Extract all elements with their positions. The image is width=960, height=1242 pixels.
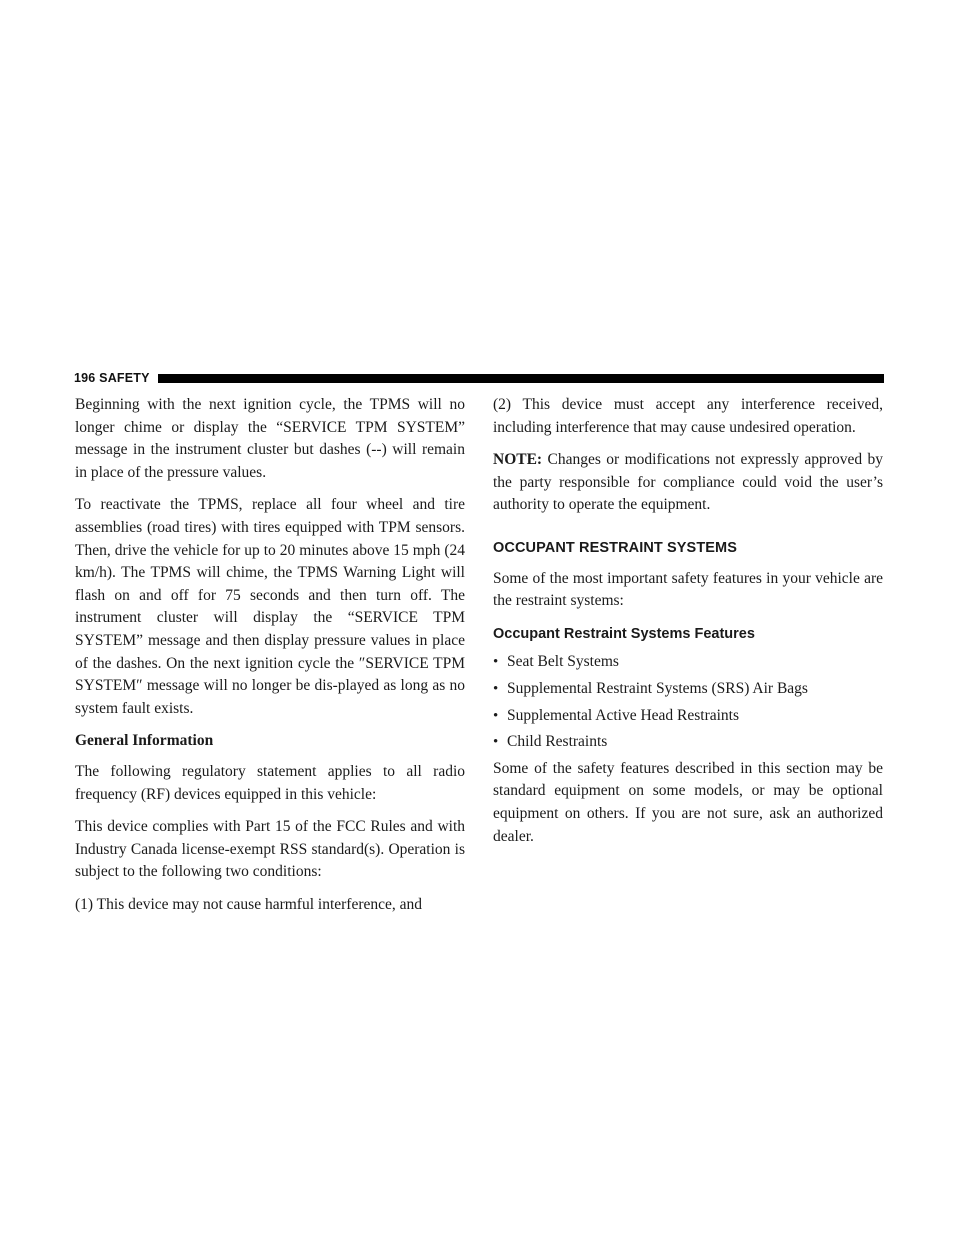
note-label: NOTE: (493, 451, 543, 469)
page-header (74, 370, 884, 386)
paragraph-fcc-compliance: This device complies with Part 15 of the FCC Rules and with Industry Canada license-exempt RSS standard(s). Operation is subject to the following two conditions: (75, 818, 465, 881)
paragraph-tpms-reactivate: To reactivate the TPMS, replace all four wheel and tire assemblies (road tires) with tires equipped with TPM sensors. Then, drive the vehicle for up to 20 minutes above 15 mph (24 km/h). The TPMS will chime, the TPMS Warning Light will flash on and off for 75 seconds and then turn off. The instrument cluster will display the “SERVICE TPM SYSTEM” message and then display pressure values in place of the dashes. On the next ignition cycle the ″SERVICE TPM SYSTEM″ message will no longer be dis-played as long as no system fault exists. (75, 496, 465, 717)
list-item (493, 705, 883, 728)
left-column (75, 394, 465, 926)
features-list (493, 651, 883, 753)
right-column (493, 394, 883, 858)
paragraph-tpms-disabled: Beginning with the next ignition cycle, the TPMS will no longer chime or display the “SERVICE TPM SYSTEM” message in the instrument cluster but dashes (--) will remain in place of the pressure values. (75, 396, 465, 481)
list-item-text: Supplemental Active Head Restraints (507, 706, 740, 724)
list-item-text: Child Restraints (507, 733, 608, 751)
heading-restraint-features: Occupant Restraint Systems Features (493, 625, 755, 642)
page-number: 196 (74, 371, 96, 385)
list-item (493, 678, 883, 701)
bullet-icon: • (493, 734, 499, 751)
list-item (493, 731, 883, 754)
paragraph-restraint-intro: Some of the most important safety features in your vehicle are the restraint systems: (493, 569, 883, 610)
paragraph-regulatory-statement: The following regulatory statement applies to all radio frequency (RF) devices equipped in this vehicle: (75, 762, 465, 803)
paragraph-condition-2: (2) This device must accept any interference received, including interference that may cause undesired operation. (493, 396, 883, 436)
bullet-icon: • (493, 654, 499, 671)
note-paragraph (493, 449, 883, 517)
header-rule (158, 374, 884, 383)
bullet-icon: • (493, 680, 499, 697)
bullet-icon: • (493, 707, 499, 724)
paragraph-condition-1: (1) This device may not cause harmful interference, and (75, 895, 423, 913)
paragraph-optional-equipment: Some of the safety features described in this section may be standard equipment on some models, or may be optional equipment on others. If you are not sure, ask an authorized dealer. (493, 759, 883, 845)
list-item-text: Seat Belt Systems (507, 653, 619, 671)
section-title: SAFETY (99, 371, 150, 385)
heading-occupant-restraint-systems: OCCUPANT RESTRAINT SYSTEMS (493, 539, 738, 556)
list-item (493, 651, 883, 674)
note-text: Changes or modifications not expressly approved by the party responsible for compliance could void the user’s authority to operate the equipment. (493, 451, 883, 514)
heading-general-information: General Information (75, 732, 214, 750)
page-header-label (74, 371, 158, 385)
list-item-text: Supplemental Restraint Systems (SRS) Air Bags (507, 679, 808, 697)
